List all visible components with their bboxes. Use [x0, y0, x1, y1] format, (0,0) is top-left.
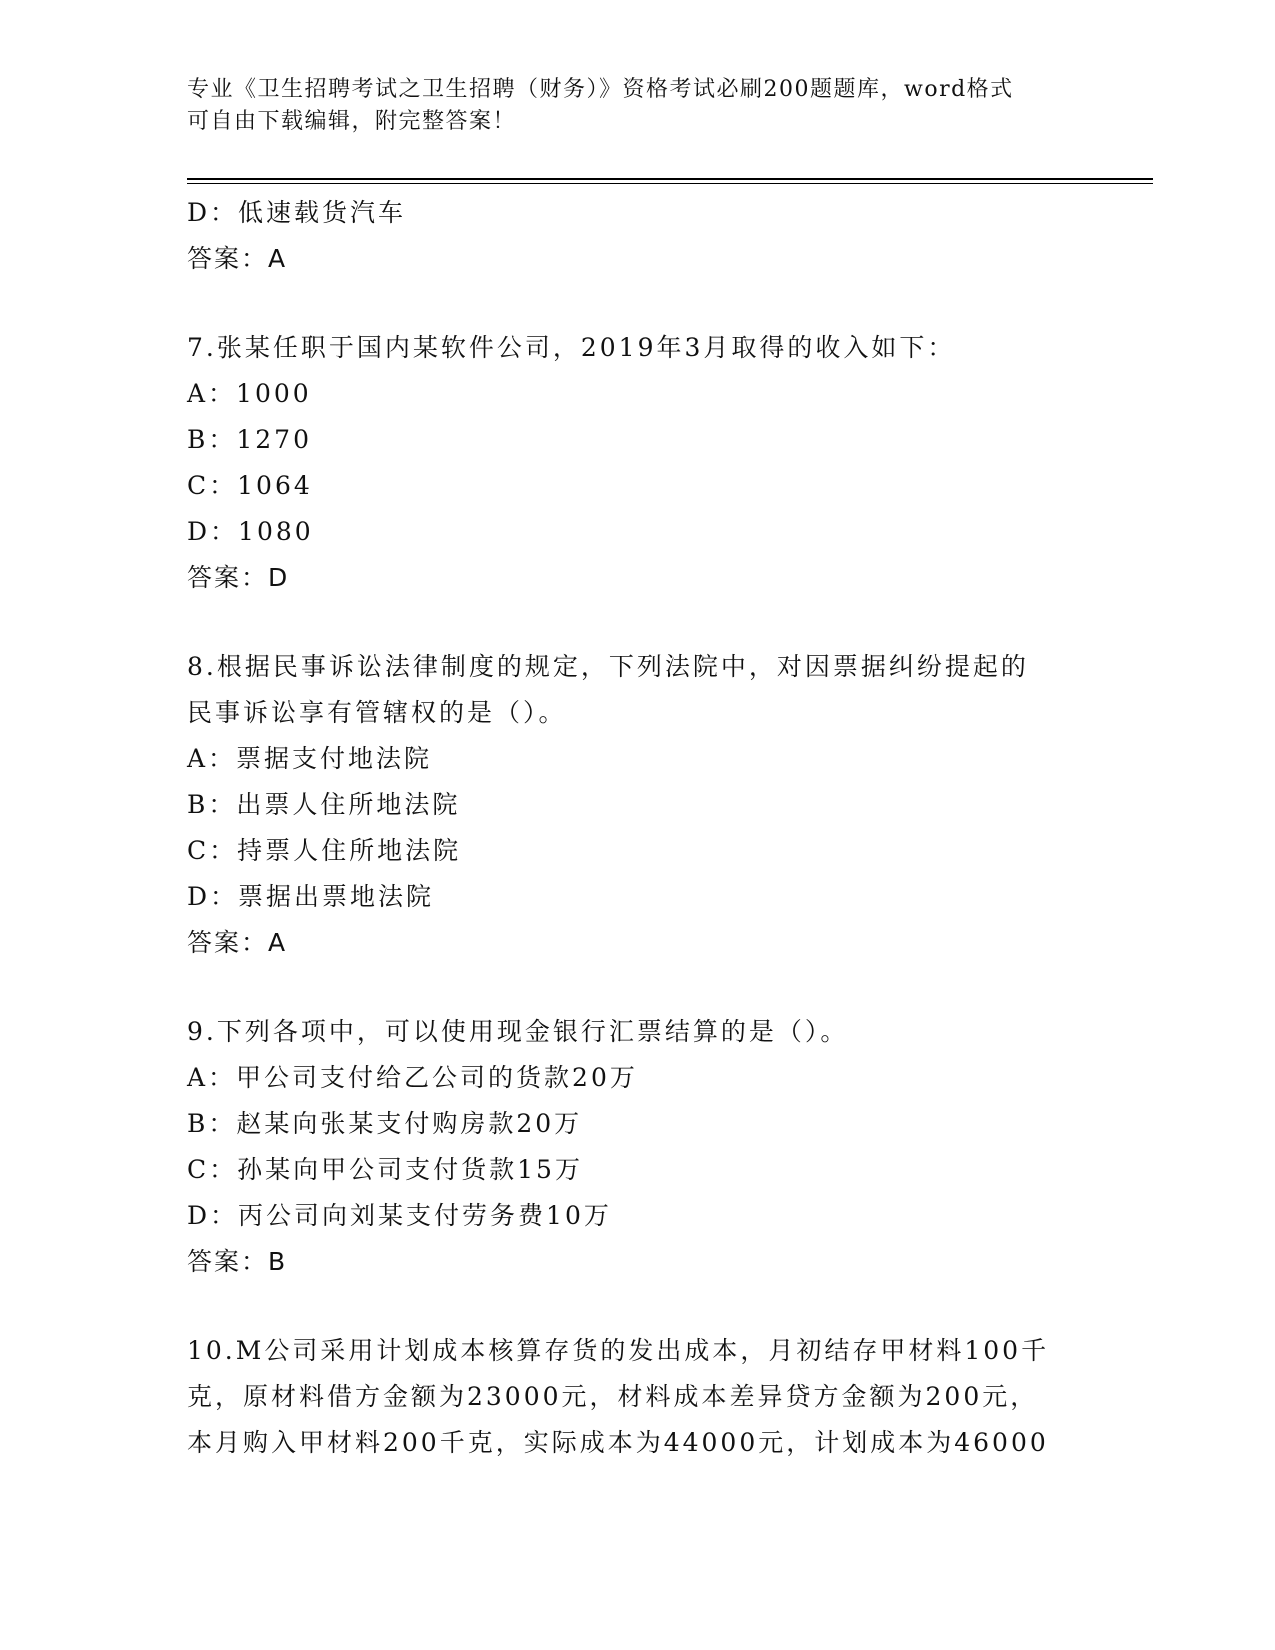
document-body	[187, 190, 1087, 1466]
question-text-line-1: 8.根据民事诉讼法律制度的规定，下列法院中，对因票据纠纷提起的	[187, 652, 1029, 681]
header-divider-thin	[187, 183, 1153, 184]
question-text-line-2: 民事诉讼享有管辖权的是（）。	[187, 698, 567, 727]
question-10	[187, 1328, 1087, 1466]
question-8	[187, 644, 1087, 966]
header-line-1: 专业《卫生招聘考试之卫生招聘（财务）》资格考试必刷200题题库，word格式	[187, 77, 1014, 102]
option-a: A：甲公司支付给乙公司的货款20万	[187, 1063, 638, 1092]
option-b: B：赵某向张某支付购房款20万	[187, 1109, 583, 1138]
answer: 答案：A	[187, 928, 288, 957]
option-a: A：1000	[187, 379, 312, 408]
option-c: C：1064	[187, 471, 313, 500]
question-text-line-3: 本月购入甲材料200千克，实际成本为44000元，计划成本为46000	[187, 1428, 1049, 1457]
document-header	[187, 74, 1067, 138]
answer: 答案：D	[187, 563, 290, 592]
option-d: D：1080	[187, 517, 314, 546]
question-text: 7.张某任职于国内某软件公司，2019年3月取得的收入如下：	[187, 333, 956, 362]
option-b: B：出票人住所地法院	[187, 790, 461, 819]
question-6-tail	[187, 190, 1087, 282]
option-d: D：丙公司向刘某支付劳务费10万	[187, 1201, 612, 1230]
question-text: 9.下列各项中，可以使用现金银行汇票结算的是（）。	[187, 1017, 849, 1046]
option-b: B：1270	[187, 425, 312, 454]
option-d: D：票据出票地法院	[187, 882, 435, 911]
question-9	[187, 1009, 1087, 1285]
option-c: C：孙某向甲公司支付货款15万	[187, 1155, 583, 1184]
option-c: C：持票人住所地法院	[187, 836, 462, 865]
question-text-line-1: 10.M公司采用计划成本核算存货的发出成本，月初结存甲材料100千	[187, 1336, 1050, 1365]
question-7	[187, 325, 1087, 601]
option-d: D：低速载货汽车	[187, 198, 407, 227]
header-divider-thick	[187, 178, 1153, 180]
answer: 答案：A	[187, 244, 288, 273]
header-line-2: 可自由下载编辑，附完整答案！	[187, 109, 517, 134]
question-text-line-2: 克，原材料借方金额为23000元，材料成本差异贷方金额为200元，	[187, 1382, 1039, 1411]
option-a: A：票据支付地法院	[187, 744, 433, 773]
answer: 答案：B	[187, 1247, 288, 1276]
